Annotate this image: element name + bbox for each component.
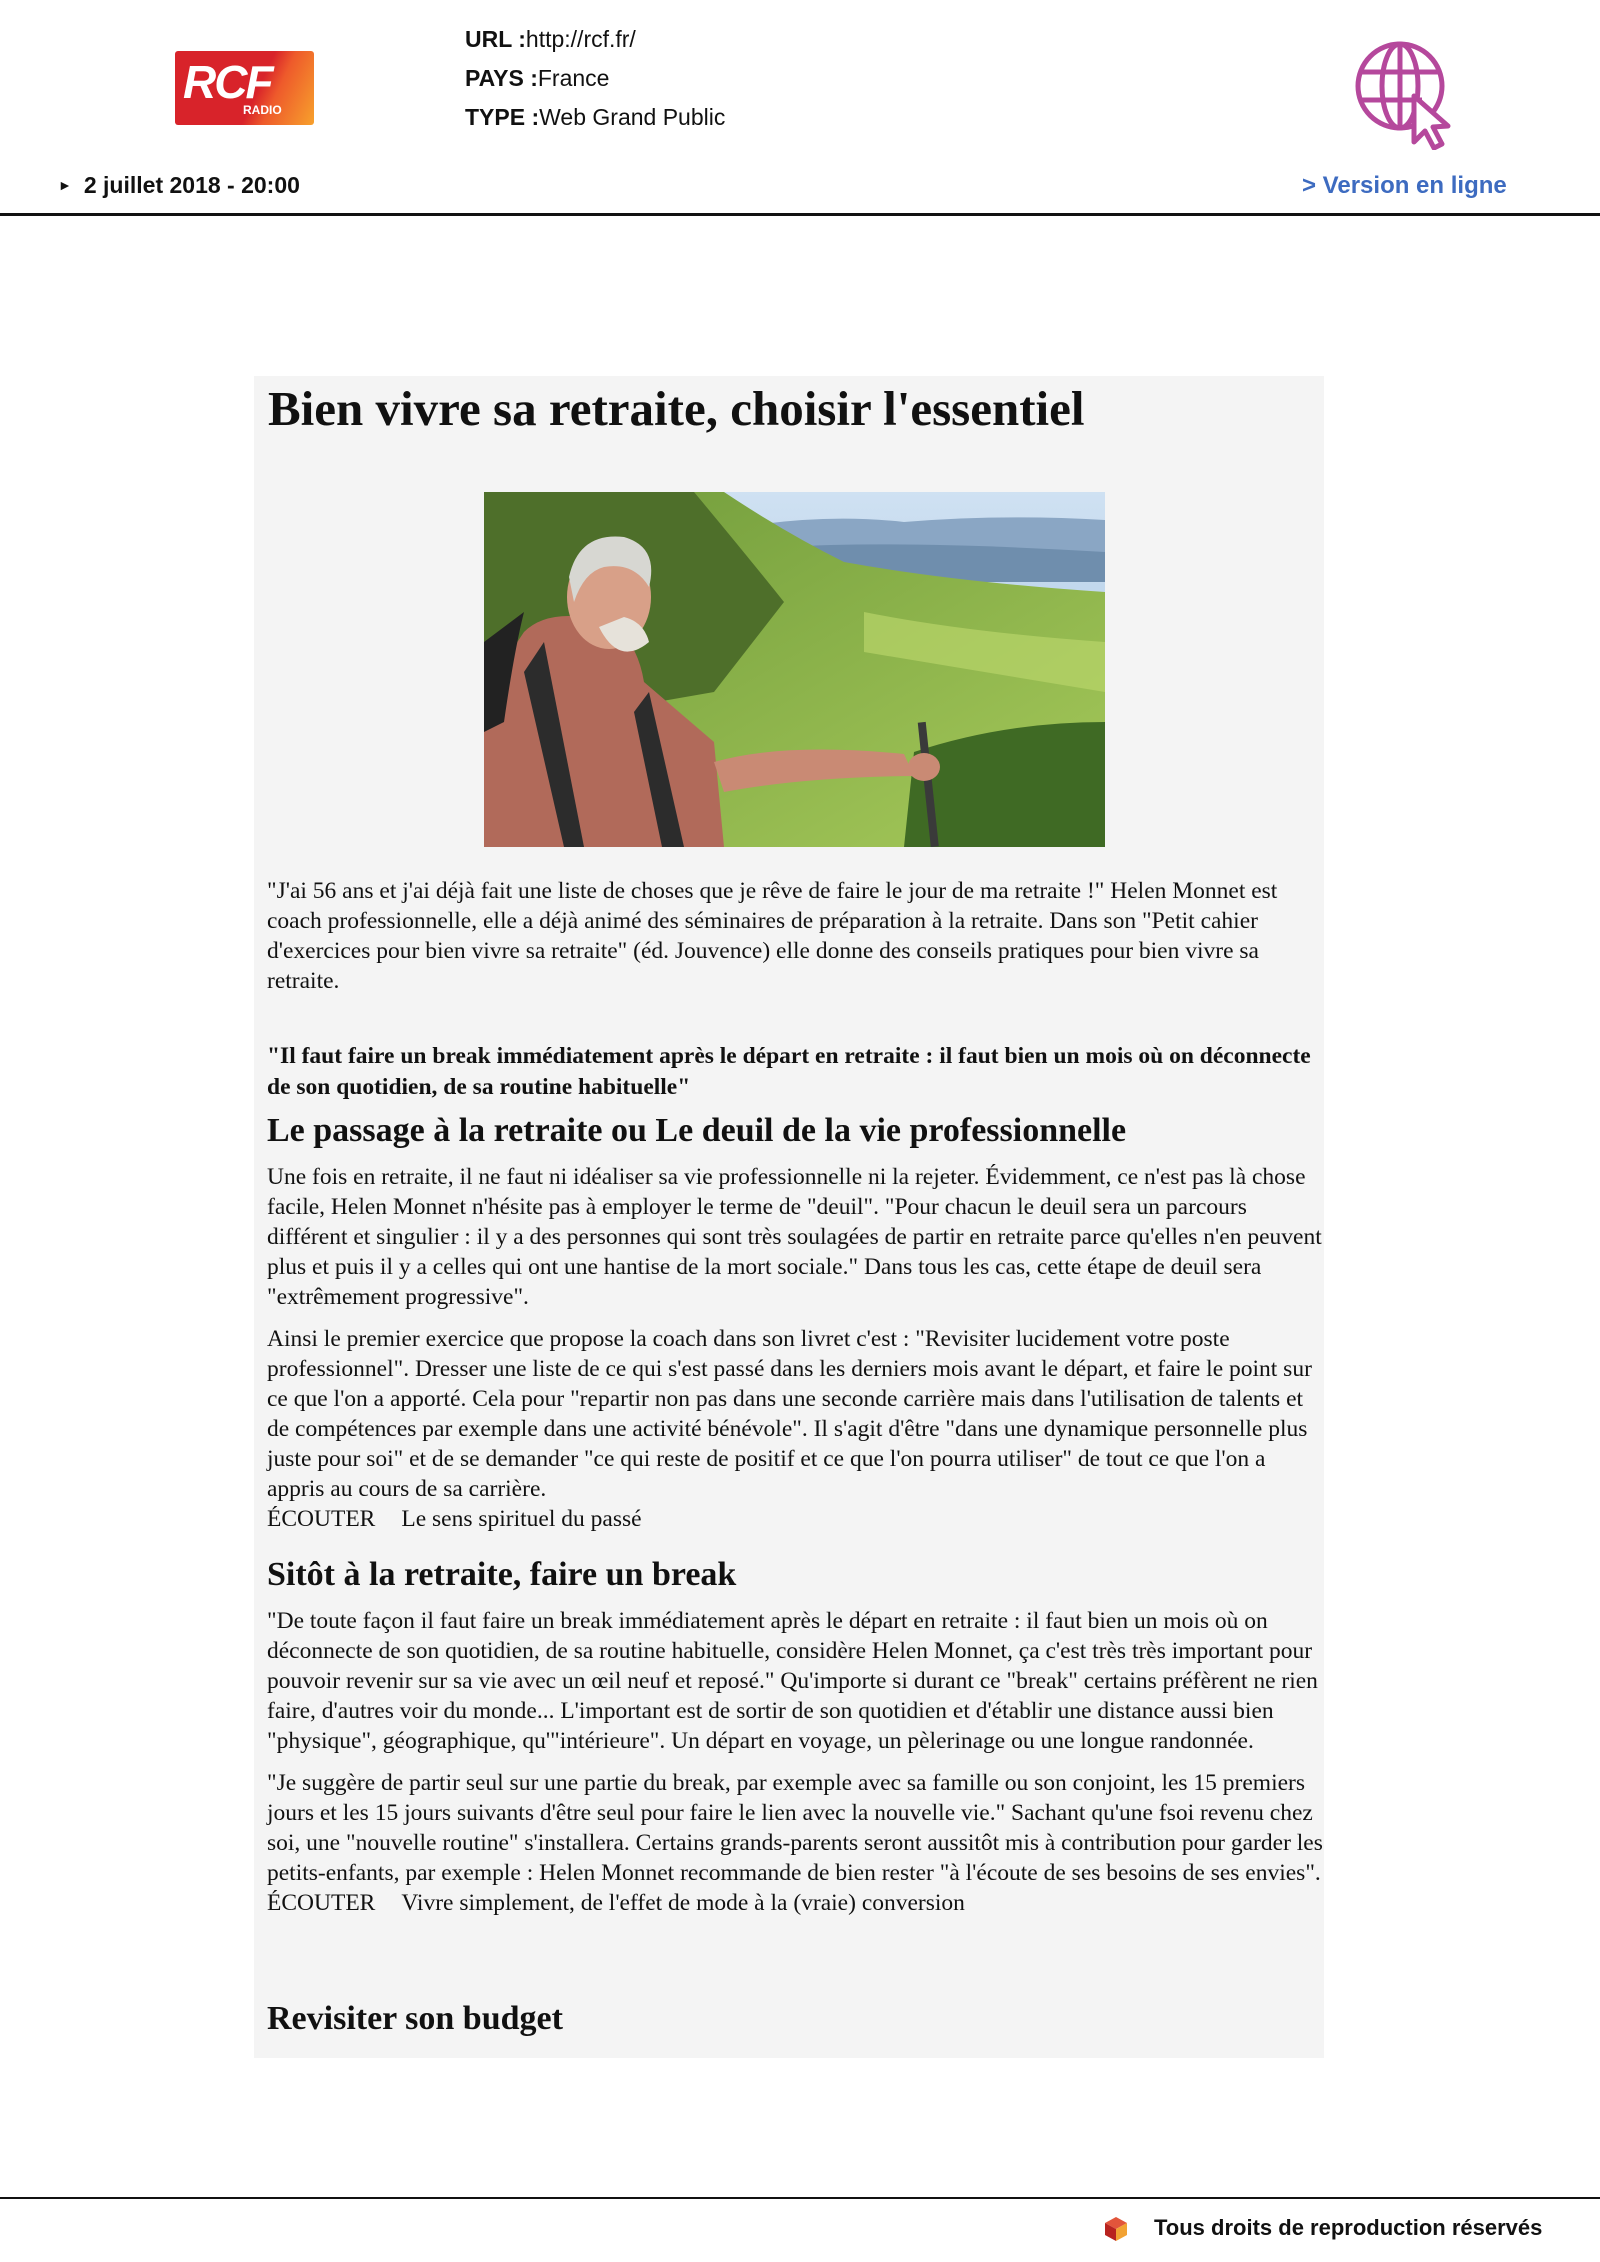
- section-2: [267, 1556, 1327, 1918]
- type-label: TYPE :: [465, 104, 540, 130]
- globe-cursor-icon[interactable]: [1352, 38, 1462, 150]
- country-value: France: [537, 65, 610, 91]
- footer-divider: [0, 2197, 1600, 2199]
- hiker-photo: [484, 492, 1105, 847]
- listen-title: Le sens spirituel du passé: [401, 1506, 642, 1532]
- cube-icon: [1104, 2216, 1128, 2242]
- article-intro-block: [267, 876, 1327, 996]
- rcf-logo: [175, 51, 314, 125]
- copyright-notice: Tous droits de reproduction réservés: [1154, 2215, 1543, 2240]
- pull-quote-block: [267, 1041, 1327, 1103]
- section-2-paragraph-2: "Je suggère de partir seul sur une partie du break, par exemple avec sa famille ou son conjoint, les 15 premiers jours et les 15 jours suivants d'être seul pour faire le lien avec la nouvelle vie." Sachant qu'une fsoi revenu chez soi, une "nouvelle routine" s'installera. Certains grands-parents seront aussitôt mis à contribution pour garder les petits-enfants, par exemple : Helen Monnet recommande de bien rester "à l'écoute de ses besoins de ses envies".: [267, 1770, 1323, 1886]
- url-value: http://rcf.fr/: [525, 26, 636, 52]
- section-2-paragraph-1: "De toute façon il faut faire un break immédiatement après le départ en retraite : il faut bien un mois où on déconnecte de son quotidien, de sa routine habituelle, considère Helen Monnet, ça c'est très très important pour pouvoir revenir sur sa vie avec un œil neuf et reposé." Qu'importe si durant ce "break" certains préfèrent ne rien faire, d'autres voir du monde... L'important est de sortir de son quotidien et d'établir une distance aussi bien "physique", géographique, qu'"intérieure". Un départ en voyage, un pèlerinage ou une longue randonnée.: [267, 1608, 1318, 1754]
- meta-type: [465, 104, 725, 131]
- listen-title: Vivre simplement, de l'effet de mode à la (vraie) conversion: [401, 1890, 965, 1916]
- type-value: Web Grand Public: [539, 104, 726, 130]
- section-3-title: Revisiter son budget: [267, 2000, 563, 2037]
- date-text: 2 juillet 2018 - 20:00: [83, 172, 300, 198]
- section-2-title: Sitôt à la retraite, faire un break: [267, 1556, 737, 1593]
- article-title: Bien vivre sa retraite, choisir l'essentiel: [268, 381, 1085, 436]
- logo-text: RCF: [183, 56, 272, 108]
- country-label: PAYS :: [465, 65, 538, 91]
- section-1-paragraph-2: Ainsi le premier exercice que propose la coach dans son livret c'est : "Revisiter lucidement votre poste professionnel". Dresser une liste de ce qui s'est passé dans les derniers mois avant le départ, et faire le point sur ce que l'on a apporté. Cela pour "repartir non pas dans une seconde carrière mais dans l'utilisation de talents et de compétences par exemple dans une activité bénévole". Il s'agit d'être "dans une dynamique personnelle plus juste pour soi" et de se demander "ce qui reste de positif et ce que l'on pourra utiliser" de tout ce que l'on a appris au cours de sa carrière.: [267, 1326, 1312, 1502]
- listen-label: ÉCOUTER: [267, 1890, 376, 1916]
- logo-subtext: RADIO: [243, 103, 282, 117]
- meta-url: [465, 26, 636, 53]
- pull-quote: "Il faut faire un break immédiatement après le départ en retraite : il faut bien un mois où on déconnecte de son quotidien, de sa routine habituelle": [267, 1043, 1311, 1100]
- section-1: [267, 1112, 1327, 1534]
- section-1-title: Le passage à la retraite ou Le deuil de la vie professionnelle: [267, 1112, 1127, 1149]
- section-3: [267, 2000, 1327, 2038]
- intro-paragraph: "J'ai 56 ans et j'ai déjà fait une liste de choses que je rêve de faire le jour de ma retraite !" Helen Monnet est coach professionnelle, elle a déjà animé des séminaires de préparation à la retraite. Dans son "Petit cahier d'exercices pour bien vivre sa retraite" (éd. Jouvence) elle donne des conseils pratiques pour bien vivre sa retraite.: [267, 878, 1278, 994]
- section-1-paragraph-1: Une fois en retraite, il ne faut ni idéaliser sa vie professionnelle ni la rejeter. Évidemment, ce n'est pas là chose facile, Helen Monnet n'hésite pas à employer le terme de "deuil". "Pour chacun le deuil sera un parcours différent et singulier : il y a des personnes qui sont très soulagées de partir en retraite parce qu'elles n'en peuvent plus et puis il y a celles qui ont une hantise de la mort sociale." Dans tous les cas, cette étape de deuil sera "extrêmement progressive".: [267, 1164, 1322, 1310]
- section-2-listen-link[interactable]: [267, 1888, 1327, 1918]
- listen-label: ÉCOUTER: [267, 1506, 376, 1532]
- url-label: URL :: [465, 26, 526, 52]
- triangle-icon: ►: [58, 177, 72, 193]
- meta-country: [465, 65, 609, 92]
- section-1-listen-link[interactable]: [267, 1504, 1327, 1534]
- online-version-link[interactable]: > Version en ligne: [1302, 172, 1507, 199]
- publication-date: [58, 172, 300, 199]
- header-divider: [0, 213, 1600, 216]
- article-panel: [254, 376, 1324, 2058]
